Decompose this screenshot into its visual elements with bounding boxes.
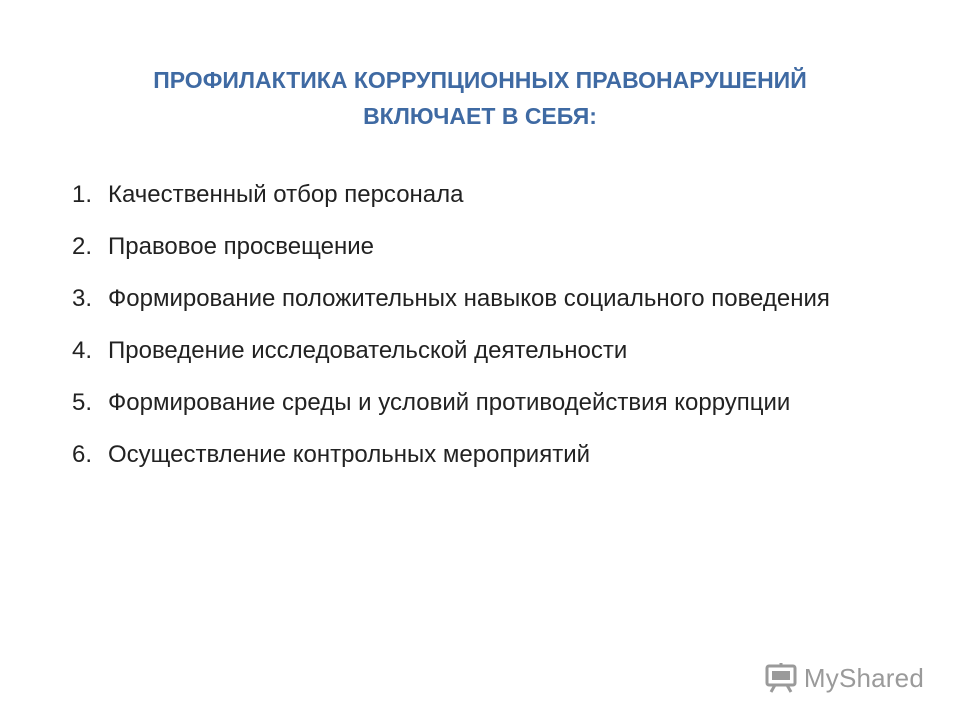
item-text: Проведение исследовательской деятельности bbox=[108, 337, 628, 364]
item-number: 1. bbox=[72, 181, 93, 208]
presentation-board-icon bbox=[764, 662, 798, 694]
list-item bbox=[72, 280, 872, 318]
item-number: 2. bbox=[72, 233, 93, 260]
list-item bbox=[72, 332, 872, 370]
list-item bbox=[72, 436, 872, 474]
item-text: Правовое просвещение bbox=[108, 233, 374, 260]
list-item bbox=[72, 176, 872, 214]
slide-title bbox=[40, 62, 920, 134]
list-item bbox=[72, 384, 872, 422]
item-number: 5. bbox=[72, 389, 93, 416]
watermark-text: MyShared bbox=[803, 662, 924, 693]
item-number: 6. bbox=[72, 441, 93, 468]
title-line-2: ВКЛЮЧАЕТ В СЕБЯ: bbox=[363, 103, 597, 129]
item-text: Осуществление контрольных мероприятий bbox=[108, 441, 591, 468]
item-text: Формирование среды и условий противодействия коррупции bbox=[108, 389, 791, 416]
item-text: Формирование положительных навыков социального поведения bbox=[108, 285, 830, 312]
item-number: 4. bbox=[72, 337, 93, 364]
item-text: Качественный отбор персонала bbox=[108, 181, 464, 208]
myshared-watermark bbox=[764, 662, 924, 694]
item-number: 3. bbox=[72, 285, 93, 312]
title-line-1: ПРОФИЛАКТИКА КОРРУПЦИОННЫХ ПРАВОНАРУШЕНИЙ bbox=[153, 67, 807, 93]
list-item bbox=[72, 228, 872, 266]
measures-list bbox=[72, 176, 872, 488]
